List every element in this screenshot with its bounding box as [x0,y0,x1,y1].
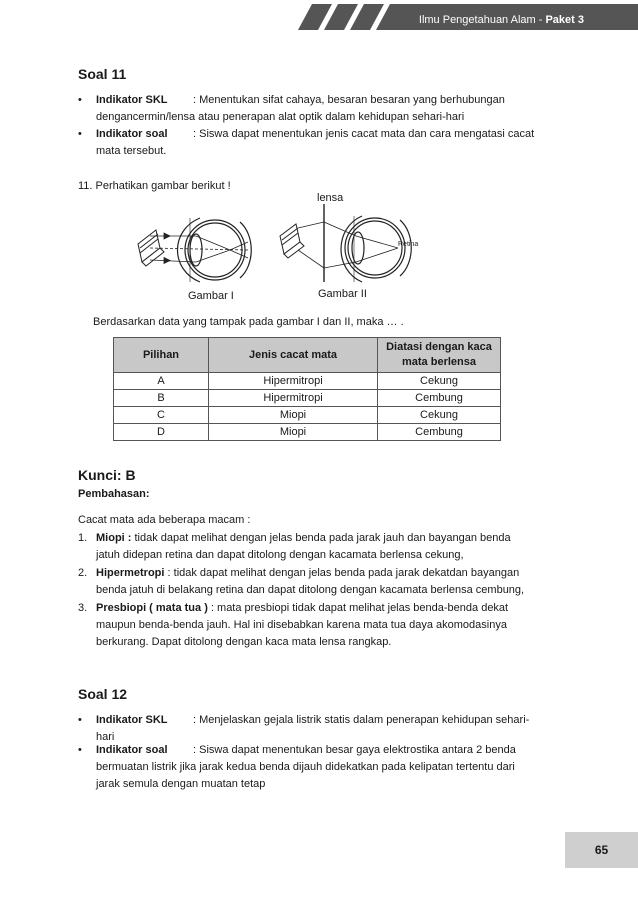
item-line: : tidak dapat melihat dengan jelas benda pada jarak dekatdan bayangan [164,567,520,579]
item-line: : mata presbiopi tidak dapat melihat jelas benda-benda dekat [207,602,509,614]
indikator-soal-row [78,126,564,160]
cell-lensa: Cembung [378,390,501,407]
kunci-jawaban: Kunci: B [78,467,136,483]
item-line: benda jatuh di belakang retina dan dapat ditolong dengan kacamata berlensa cembung, [96,584,525,596]
soal-11-title: Soal 11 [78,66,127,82]
pembahasan-intro: Cacat mata ada beberapa macam : [78,514,251,526]
item-term: Hipermetropi [96,567,165,579]
page-number: 65 [565,832,638,868]
page-header [0,0,638,38]
item-number: 1. [78,532,88,544]
cell-jenis: Miopi [209,424,378,441]
cell-jenis: Hipermitropi [209,373,378,390]
cell-lensa: Cekung [378,407,501,424]
book-icon-2 [280,224,304,258]
table-header-row [114,338,501,373]
cell-lensa: Cekung [378,373,501,390]
indikator-skl-label: Indikator SKL [96,94,168,106]
question-prompt: Berdasarkan data yang tampak pada gambar I dan II, maka … . [93,316,404,328]
item-body [96,530,564,564]
soal-12-title: Soal 12 [78,686,128,702]
header-pilihan: Pilihan [114,338,209,373]
bullet-icon: • [78,714,82,726]
item-body [96,565,564,599]
cell-lensa: Cembung [378,424,501,441]
answer-table [113,337,501,441]
pembahasan-label: Pembahasan: [78,488,150,500]
item-line: berkurang. Dapat ditolong dengan kaca mata lensa rangkap. [96,636,392,648]
cell-jenis: Miopi [209,407,378,424]
indikator-soal-label: Indikator soal [96,744,168,756]
table-row [114,373,501,390]
table-row [114,424,501,441]
table-row [114,390,501,407]
indikator-soal-text: : Siswa dapat menentukan jenis cacat mata dan cara mengatasi cacat [193,128,535,140]
indikator-soal-label: Indikator soal [96,128,168,140]
bullet-icon: • [78,128,82,140]
indikator-skl-row [78,92,564,126]
cell-jenis: Hipermitropi [209,390,378,407]
item-body [96,600,564,651]
item-number: 3. [78,602,88,614]
cell-pilihan: C [114,407,209,424]
gambar-1-label: Gambar I [188,290,234,302]
cell-pilihan: B [114,390,209,407]
light-rays-1 [150,233,248,264]
list-item [78,530,564,564]
list-item [78,600,564,651]
table-row [114,407,501,424]
indikator-skl-text: : Menentukan sifat cahaya, besaran besaran yang berhubungan [193,94,505,106]
retina-label: Retina [398,241,419,248]
indikator-skl-row [78,712,564,746]
eye-defect-figure [130,200,490,310]
bullet-icon: • [78,94,82,106]
item-term: Presbiopi ( mata tua ) [96,602,208,614]
indikator-soal-continuation: bermuatan listrik jika jarak kedua benda dijauh didekatkan pada kelipatan tertentu dari [96,761,515,773]
eye-diagram-2 [341,216,411,282]
item-line: jatuh didepan retina dan dapat ditolong dengan kacamata berlensa cekung, [96,549,464,561]
bullet-icon: • [78,744,82,756]
indikator-soal-row [78,742,564,793]
indikator-soal-continuation: mata tersebut. [96,145,167,157]
indikator-soal-continuation: jarak semula dengan muatan tetap [96,778,266,790]
header-title: Ilmu Pengetahuan Alam - Paket 3 [418,14,584,26]
lens-label: lensa [317,192,344,204]
indikator-soal-text: : Siswa dapat menentukan besar gaya elektrostika antara 2 benda [193,744,516,756]
gambar-2-label: Gambar II [318,288,367,300]
cell-pilihan: A [114,373,209,390]
indikator-skl-label: Indikator SKL [96,714,168,726]
indikator-skl-text: : Menjelaskan gejala listrik statis dalam penerapan kehidupan sehari- [193,714,530,726]
question-text: 11. Perhatikan gambar berikut ! [78,180,231,192]
indikator-skl-continuation: hari [96,731,115,743]
cell-pilihan: D [114,424,209,441]
list-item [78,565,564,599]
indikator-skl-continuation: dengancermin/lensa atau penerapan alat optik dalam kehidupan sehari-hari [96,111,465,123]
header-jenis-cacat: Jenis cacat mata [209,338,378,373]
item-line: maupun benda-benda jauh. Hal ini disebabkan karena mata tua daya akomodasinya [96,619,507,631]
item-number: 2. [78,567,88,579]
item-line: tidak dapat melihat dengan jelas benda pada jarak jauh dan bayangan benda [131,532,511,544]
header-lensa: Diatasi dengan kaca mata berlensa [378,338,501,373]
item-term: Miopi : [96,532,132,544]
